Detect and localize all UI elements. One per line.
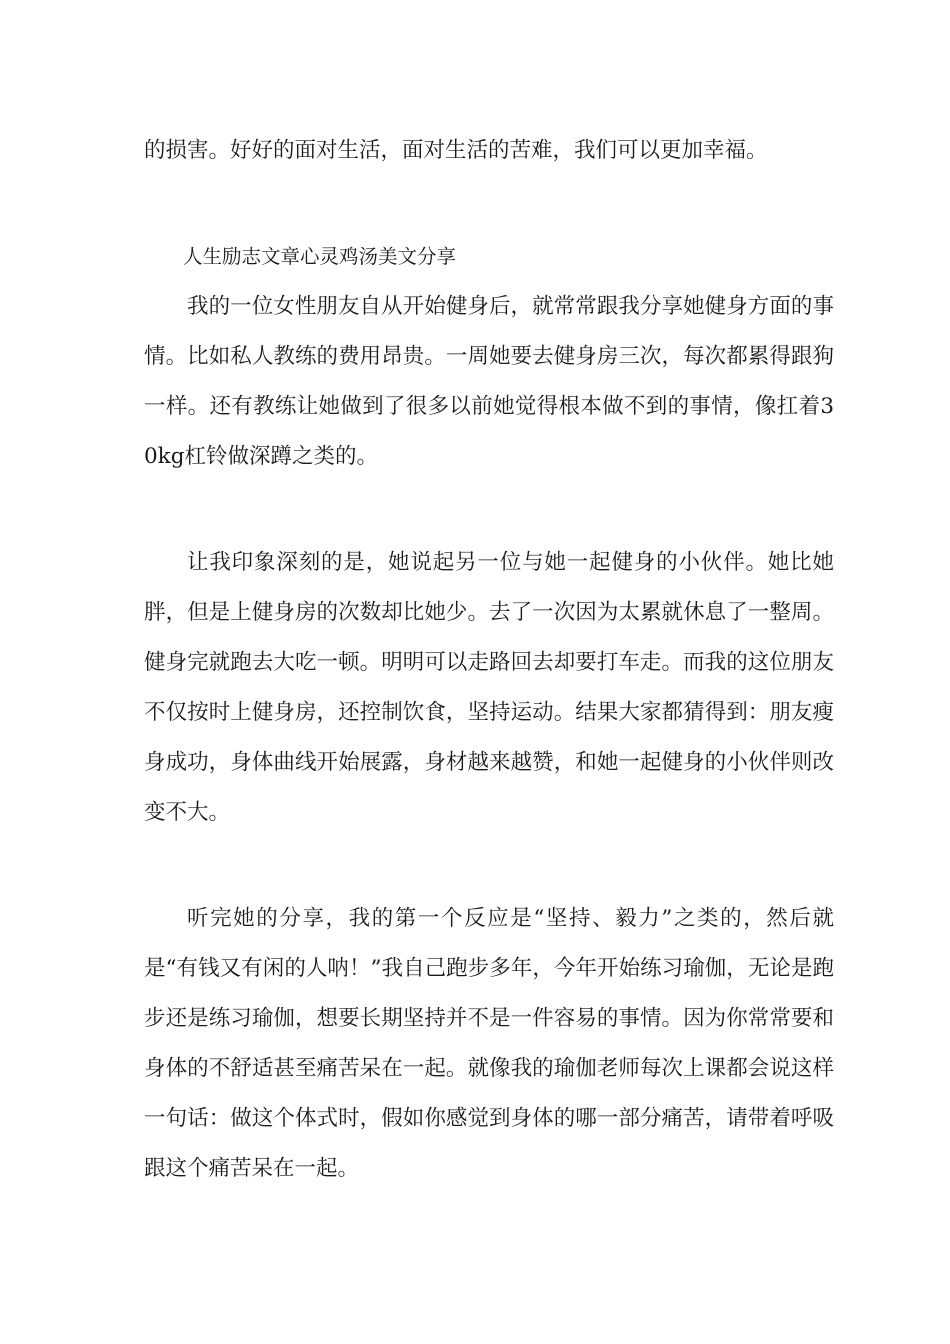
paragraph-2: 让我印象深刻的是，她说起另一位与她一起健身的小伙伴。她比她胖，但是上健身房的次数却比她少。去了一次因为太累就休息了一整周。健身完就跑去大吃一顿。明明可以走路回去却要打车走。而我的这位朋友不仅按时上健身房，还控制饮食，坚持运动。结果大家都猜得到：朋友瘦身成功，身体曲线开始展露，身材越来越赞，和她一起健身的小伙伴则改变不大。 — [144, 550, 834, 825]
article-title: 人生励志文章心灵鸡汤美文分享 — [183, 245, 457, 268]
paragraph-gap — [144, 838, 834, 894]
paragraph-gap — [144, 176, 834, 232]
paragraph-3: 听完她的分享，我的第一个反应是“坚持、毅力”之类的，然后就是“有钱又有闲的人呐！”我自己跑步多年，今年开始练习瑜伽，无论是跑步还是练习瑜伽，想要长期坚持并不是一件容易的事情。因为你常常要和身体的不舒适甚至痛苦呆在一起。就像我的瑜伽老师每次上课都会说这样一句话：做这个体式时，假如你感觉到身体的哪一部分痛苦，请带着呼吸跟这个痛苦呆在一起。 — [144, 906, 834, 1181]
paragraph-continued: 的损害。好好的面对生活，面对生活的苦难，我们可以更加幸福。 — [144, 138, 768, 163]
document-body — [144, 126, 834, 1194]
paragraph-1: 我的一位女性朋友自从开始健身后，就常常跟我分享她健身方面的事情。比如私人教练的费用昂贵。一周她要去健身房三次，每次都累得跟狗一样。还有教练让她做到了很多以前她觉得根本做不到的事情，像扛着30kg杠铃做深蹲之类的。 — [144, 294, 834, 469]
paragraph-gap — [144, 482, 834, 538]
